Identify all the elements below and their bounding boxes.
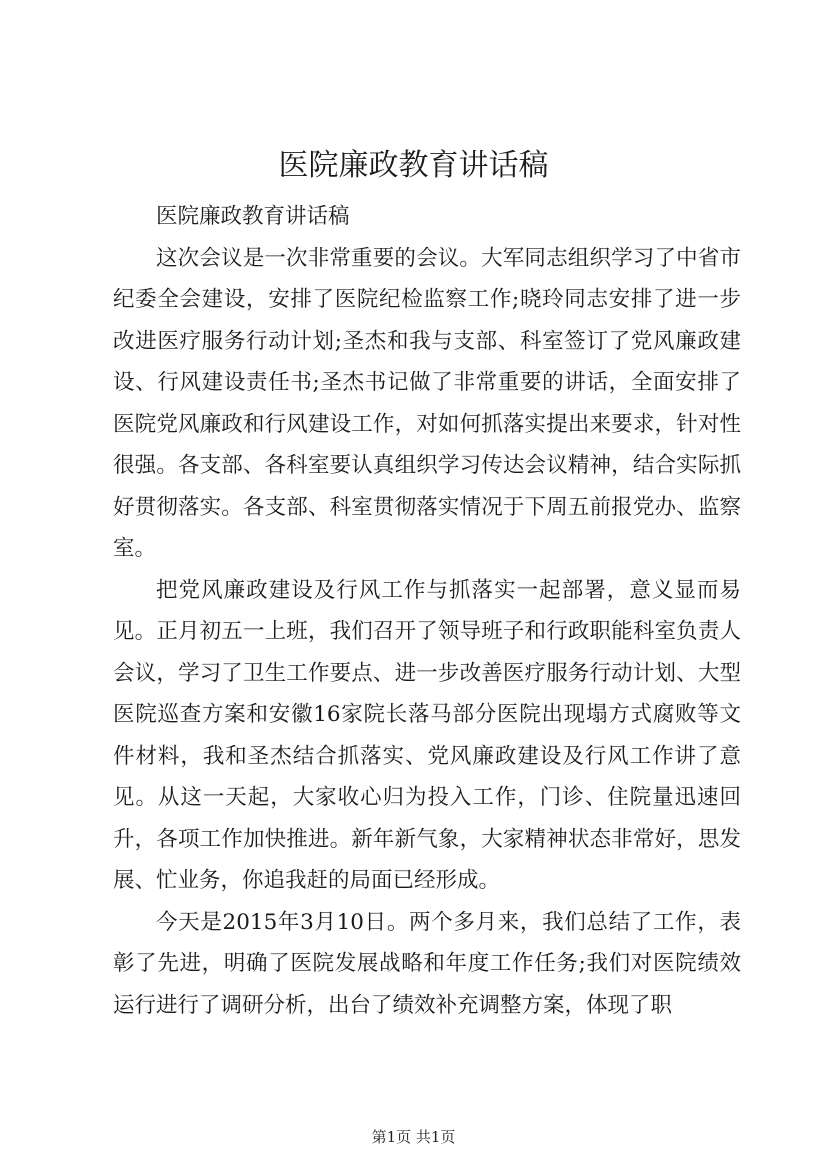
paragraph-1: 这次会议是一次非常重要的会议。大军同志组织学习了中省市纪委全会建设，安排了医院纪检监察工作;晓玲同志安排了进一步改进医疗服务行动计划;圣杰和我与支部、科室签订了党风廉政建设、行风建设责任书;圣杰书记做了非常重要的讲话，全面安排了医院党风廉政和行风建设工作，对如何抓落实提出来要求，针对性很强。各支部、各科室要认真组织学习传达会议精神，结合实际抓好贯彻落实。各支部、科室贯彻落实情况于下周五前报党办、监察室。 xyxy=(113,245,741,561)
document-title: 医院廉政教育讲话稿 xyxy=(278,148,549,183)
paragraph-2: 把党风廉政建设及行风工作与抓落实一起部署，意义显而易见。正月初五一上班，我们召开了领导班子和行政职能科室负责人会议，学习了卫生工作要点、进一步改善医疗服务行动计划、大型医院巡查方案和安徽16家院长落马部分医院出现塌方式腐败等文件材料，我和圣杰结合抓落实、党风廉政建设及行风工作讲了意见。从这一天起，大家收心归为投入工作，门诊、住院量迅速回升，各项工作加快推进。新年新气象，大家精神状态非常好，思发展、忙业务，你追我赶的局面已经形成。 xyxy=(113,577,741,893)
page-footer: 第1页 共1页 xyxy=(371,1128,456,1146)
document-body xyxy=(113,196,741,1026)
paragraph-3: 今天是2015年3月10日。两个多月来，我们总结了工作，表彰了先进，明确了医院发展战略和年度工作任务;我们对医院绩效运行进行了调研分析，出台了绩效补充调整方案，体现了职 xyxy=(113,909,741,1018)
document-subtitle: 医院廉政教育讲话稿 xyxy=(156,204,350,229)
